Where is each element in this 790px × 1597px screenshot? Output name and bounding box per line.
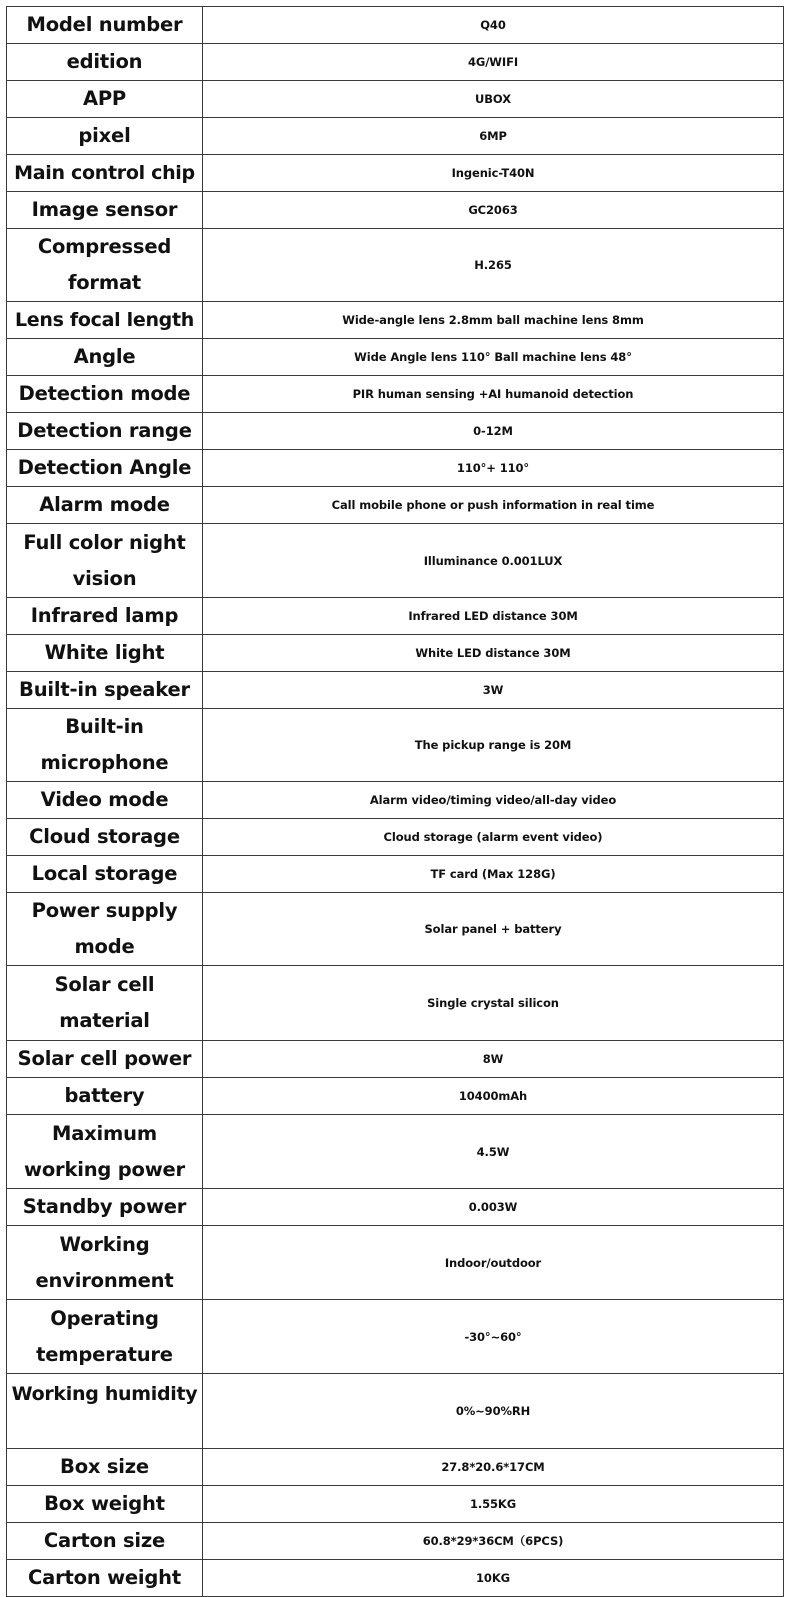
spec-value: Indoor/outdoor: [203, 1226, 784, 1300]
spec-label: Built-in speaker: [7, 672, 203, 709]
table-row: [7, 1078, 784, 1115]
table-row: [7, 7, 784, 44]
spec-label: Cloud storage: [7, 819, 203, 856]
spec-label: Built-in microphone: [7, 709, 203, 782]
spec-label: Alarm mode: [7, 487, 203, 524]
spec-label: Power supply mode: [7, 893, 203, 966]
table-row: [7, 635, 784, 672]
table-row: [7, 1300, 784, 1374]
spec-value: The pickup range is 20M: [203, 709, 784, 782]
spec-value: 4.5W: [203, 1115, 784, 1189]
spec-label: Compressed format: [7, 229, 203, 302]
spec-value: Wide-angle lens 2.8mm ball machine lens 8mm: [203, 302, 784, 339]
spec-label: APP: [7, 81, 203, 118]
spec-value: 4G/WIFI: [203, 44, 784, 81]
table-row: [7, 487, 784, 524]
table-row: [7, 524, 784, 598]
spec-label: Model number: [7, 7, 203, 44]
spec-value: 10KG: [203, 1560, 784, 1597]
spec-label: Local storage: [7, 856, 203, 893]
spec-label: Operating temperature: [7, 1300, 203, 1374]
table-row: [7, 819, 784, 856]
spec-label: White light: [7, 635, 203, 672]
spec-value: Solar panel + battery: [203, 893, 784, 966]
table-row: [7, 598, 784, 635]
table-row: [7, 450, 784, 487]
spec-value: 0.003W: [203, 1189, 784, 1226]
spec-label: pixel: [7, 118, 203, 155]
table-row: [7, 893, 784, 966]
spec-label: Working environment: [7, 1226, 203, 1300]
spec-value: 0-12M: [203, 413, 784, 450]
spec-value: 8W: [203, 1041, 784, 1078]
table-row: [7, 782, 784, 819]
spec-label: Detection mode: [7, 376, 203, 413]
spec-value: 60.8*29*36CM（6PCS): [203, 1523, 784, 1560]
spec-label: edition: [7, 44, 203, 81]
spec-value: 6MP: [203, 118, 784, 155]
spec-label: Detection Angle: [7, 450, 203, 487]
spec-value: Ingenic-T40N: [203, 155, 784, 192]
table-row: [7, 192, 784, 229]
spec-value: -30°~60°: [203, 1300, 784, 1374]
spec-label-text: Working humidity: [11, 1383, 198, 1405]
spec-label: Image sensor: [7, 192, 203, 229]
table-row: [7, 1226, 784, 1300]
table-row: [7, 672, 784, 709]
spec-label: [7, 1374, 203, 1449]
table-row: [7, 1374, 784, 1449]
spec-label: Main control chip: [7, 155, 203, 192]
spec-label: Maximum working power: [7, 1115, 203, 1189]
table-row: [7, 44, 784, 81]
spec-value: 0%~90%RH: [203, 1374, 784, 1449]
spec-label: Solar cell power: [7, 1041, 203, 1078]
spec-label: Video mode: [7, 782, 203, 819]
spec-label: Full color night vision: [7, 524, 203, 598]
spec-label: Carton weight: [7, 1560, 203, 1597]
spec-value: TF card (Max 128G): [203, 856, 784, 893]
spec-label: Box size: [7, 1449, 203, 1486]
table-row: [7, 1189, 784, 1226]
spec-value: 1.55KG: [203, 1486, 784, 1523]
spec-value: H.265: [203, 229, 784, 302]
spec-value: 110°+ 110°: [203, 450, 784, 487]
spec-value: 27.8*20.6*17CM: [203, 1449, 784, 1486]
table-row: [7, 81, 784, 118]
spec-label: battery: [7, 1078, 203, 1115]
spec-value: Call mobile phone or push information in real time: [203, 487, 784, 524]
table-row: [7, 1449, 784, 1486]
table-row: [7, 966, 784, 1041]
table-row: [7, 118, 784, 155]
spec-value: Q40: [203, 7, 784, 44]
table-row: [7, 413, 784, 450]
spec-label: Standby power: [7, 1189, 203, 1226]
table-row: [7, 1486, 784, 1523]
spec-value: PIR human sensing +AI humanoid detection: [203, 376, 784, 413]
spec-label: Infrared lamp: [7, 598, 203, 635]
spec-label: Box weight: [7, 1486, 203, 1523]
table-row: [7, 1041, 784, 1078]
spec-label: Carton size: [7, 1523, 203, 1560]
spec-value: Single crystal silicon: [203, 966, 784, 1041]
spec-label: Angle: [7, 339, 203, 376]
spec-value: GC2063: [203, 192, 784, 229]
spec-label: Lens focal length: [7, 302, 203, 339]
spec-value: Wide Angle lens 110° Ball machine lens 48°: [203, 339, 784, 376]
table-row: [7, 155, 784, 192]
spec-value: Alarm video/timing video/all-day video: [203, 782, 784, 819]
spec-label: Detection range: [7, 413, 203, 450]
spec-value: Cloud storage (alarm event video): [203, 819, 784, 856]
spec-value: 10400mAh: [203, 1078, 784, 1115]
spec-value: Illuminance 0.001LUX: [203, 524, 784, 598]
table-row: [7, 1115, 784, 1189]
table-row: [7, 1523, 784, 1560]
table-row: [7, 856, 784, 893]
table-row: [7, 229, 784, 302]
table-row: [7, 302, 784, 339]
spec-value: 3W: [203, 672, 784, 709]
table-row: [7, 339, 784, 376]
spec-value: White LED distance 30M: [203, 635, 784, 672]
table-row: [7, 709, 784, 782]
spec-label: Solar cell material: [7, 966, 203, 1041]
spec-table: [6, 6, 784, 1597]
spec-value: UBOX: [203, 81, 784, 118]
table-row: [7, 1560, 784, 1597]
table-row: [7, 376, 784, 413]
spec-value: Infrared LED distance 30M: [203, 598, 784, 635]
